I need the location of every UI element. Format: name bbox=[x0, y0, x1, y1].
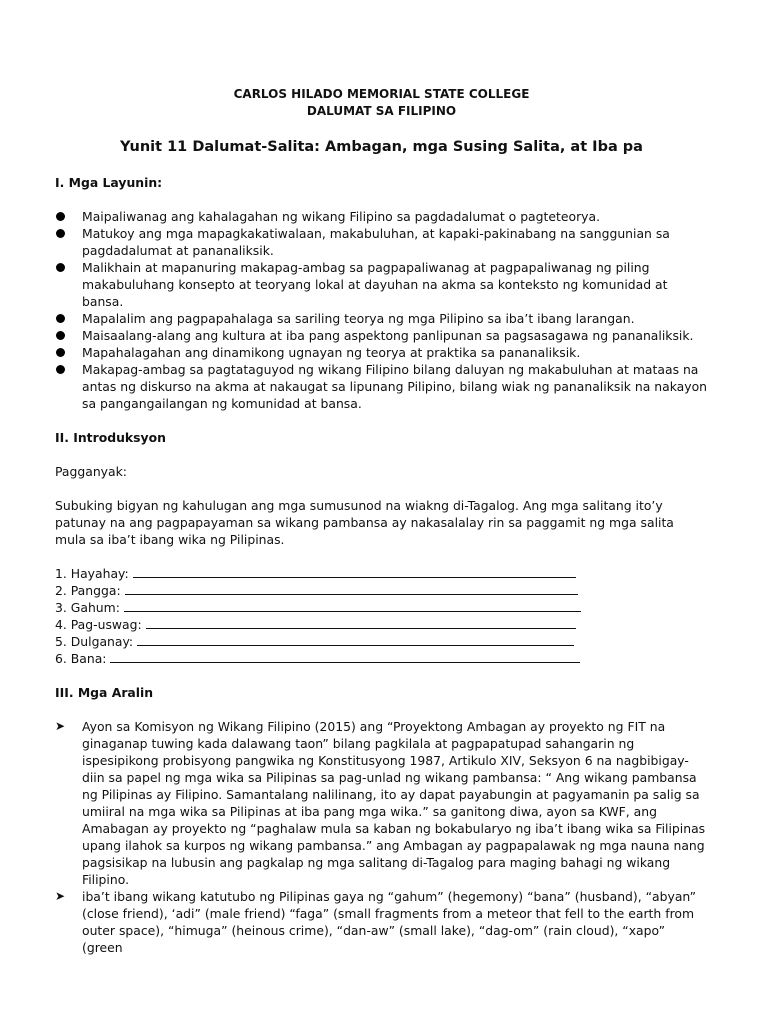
objective-item: Mapalalim ang pagpapahalaga sa sariling teorya ng mga Pilipino sa iba’t ibang larangan. bbox=[55, 310, 708, 327]
lessons-list bbox=[55, 718, 708, 956]
answer-blank[interactable] bbox=[125, 582, 578, 595]
vocab-term: 3. Gahum: bbox=[55, 600, 120, 615]
lessons-heading: III. Mga Aralin bbox=[55, 685, 154, 700]
vocabulary-list bbox=[55, 565, 708, 667]
lesson-item bbox=[55, 718, 708, 888]
vocab-item bbox=[55, 633, 708, 650]
vocab-item bbox=[55, 616, 708, 633]
document-header bbox=[55, 86, 708, 120]
lesson-text: iba’t ibang wikang katutubo ng Pilipinas gaya ng “gahum” (hegemony) “bana” (husband), “abyan” (close friend), ‘adi” (male friend) “faga” (small fragments from a meteor that fell to the earth from outer space), “himuga” (heinous crime), “dan-aw” (small lake), “dag-om” (rain cloud), “xapo” (green bbox=[82, 889, 697, 955]
instruction-paragraph: Subuking bigyan ng kahulugan ang mga sumusunod na wiakng di-Tagalog. Ang mga salitang ito’y patunay na ang pagpapayaman sa wikang pambansa ay nakasalalay rin sa paggamit ng mga salita mula sa iba’t ibang wika ng Pilipinas. bbox=[55, 498, 674, 547]
objective-item: Malikhain at mapanuring makapag-ambag sa pagpapaliwanag at pagpapaliwanag ng piling makabuluhang konsepto at teoryang lokal at dayuhan na akma sa konteksto ng komunidad at bansa. bbox=[55, 259, 708, 310]
objective-item: Maipaliwanag ang kahalagahan ng wikang Filipino sa pagdadalumat o pagteteorya. bbox=[55, 208, 708, 225]
objective-item: Makapag-ambag sa pagtataguyod ng wikang Filipino bilang daluyan ng makabuluhan at mataas na antas ng diskurso na akma at nakaugat sa lipunang Pilipino, bilang wiak ng pananaliksik na nakayon sa pangangailangan ng komunidad at bansa. bbox=[55, 361, 708, 412]
arrow-bullet-icon: ➤ bbox=[55, 889, 66, 903]
institution-name: CARLOS HILADO MEMORIAL STATE COLLEGE bbox=[233, 87, 530, 101]
vocab-term: 2. Pangga: bbox=[55, 583, 121, 598]
vocab-item bbox=[55, 565, 708, 582]
answer-blank[interactable] bbox=[133, 565, 576, 578]
arrow-bullet-icon: ➤ bbox=[55, 719, 66, 733]
vocab-item bbox=[55, 582, 708, 599]
objectives-heading: I. Mga Layunin: bbox=[55, 175, 163, 190]
objective-item: Mapahalagahan ang dinamikong ugnayan ng teorya at praktika sa pananaliksik. bbox=[55, 344, 708, 361]
vocab-term: 1. Hayahay: bbox=[55, 566, 129, 581]
vocab-item bbox=[55, 650, 708, 667]
objective-item: Maisaalang-alang ang kultura at iba pang aspektong panlipunan sa pagsasagawa ng pananaliksik. bbox=[55, 327, 708, 344]
answer-blank[interactable] bbox=[137, 633, 574, 646]
unit-title: Yunit 11 Dalumat-Salita: Ambagan, mga Susing Salita, at Iba pa bbox=[120, 139, 643, 155]
motivation-label: Pagganyak: bbox=[55, 464, 127, 479]
objective-item: Matukoy ang mga mapagkakatiwalaan, makabuluhan, at kapaki-pakinabang na sanggunian sa pagdadalumat at pananaliksik. bbox=[55, 225, 708, 259]
answer-blank[interactable] bbox=[124, 599, 581, 612]
objectives-list bbox=[55, 208, 708, 412]
vocab-term: 4. Pag-uswag: bbox=[55, 617, 142, 632]
answer-blank[interactable] bbox=[110, 650, 580, 663]
lesson-text: Ayon sa Komisyon ng Wikang Filipino (2015) ang “Proyektong Ambagan ay proyekto ng FIT na ginaganap tuwing kada dalawang taon” bilang pagkilala at pagpapatupad sahangarin ng ispesipikong probisyong pangwika ng Konstitusyong 1987, Artikulo XIV, Seksyon 6 na nagbibigay-diin sa papel ng mga wika sa Pilipinas sa pag-unlad ng wikang pambansa: “ Ang wikang pambansa ng Pilipinas ay Filipino. Samantalang nalilinang, ito ay dapat payabungin at pagyamanin pa salig sa umiiral na mga wika sa Pilipinas at iba pang mga wika.” sa ganitong diwa, ayon sa KWF, ang Amabagan ay proyekto ng “paghalaw mula sa kaban ng bokabularyo ng iba’t ibang wika sa Filipinas upang ilahok sa kurpos ng wikang pambansa.” ang Ambagan ay pagpapalawak ng mga nauna nang pagsisikap na lubusin ang pagkalap ng mga salitang di-Tagalog para maging bahagi ng wikang Filipino. bbox=[82, 719, 706, 887]
introduction-heading: II. Introduksyon bbox=[55, 430, 166, 445]
lesson-item bbox=[55, 888, 708, 956]
vocab-term: 6. Bana: bbox=[55, 651, 107, 666]
vocab-item bbox=[55, 599, 708, 616]
course-name: DALUMAT SA FILIPINO bbox=[306, 104, 457, 118]
vocab-term: 5. Dulganay: bbox=[55, 634, 134, 649]
answer-blank[interactable] bbox=[146, 616, 576, 629]
